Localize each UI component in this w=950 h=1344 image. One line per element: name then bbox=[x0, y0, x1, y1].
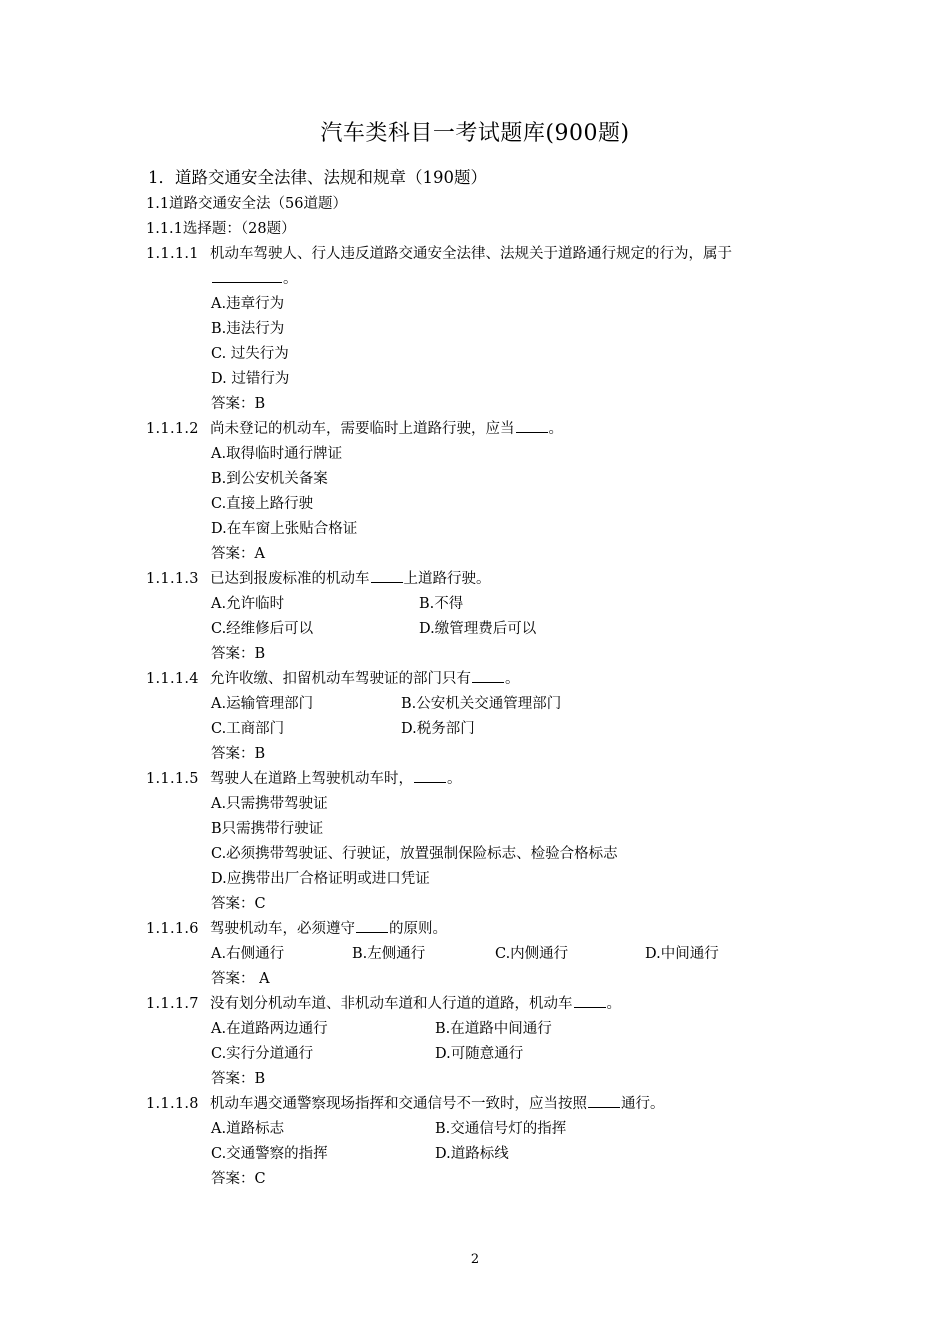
question-stem bbox=[146, 767, 826, 792]
answer-line: 答案： A bbox=[211, 971, 270, 987]
option: A.取得临时通行牌证 bbox=[211, 446, 343, 462]
answer-blank bbox=[356, 918, 388, 933]
option: C.直接上路行驶 bbox=[211, 496, 314, 512]
answer-blank bbox=[588, 1093, 620, 1108]
answer-blank bbox=[212, 268, 282, 283]
question-text-end: 通行。 bbox=[621, 1096, 665, 1112]
option: A.允许临时 bbox=[211, 596, 285, 612]
option: A.在道路两边通行 bbox=[211, 1021, 328, 1037]
answer-blank bbox=[414, 768, 446, 783]
option-row bbox=[211, 1117, 826, 1142]
option: D.在车窗上张贴合格证 bbox=[211, 521, 358, 537]
option: B.左侧通行 bbox=[352, 946, 426, 962]
question-number: 1.1.1.5 bbox=[146, 771, 199, 787]
option-row bbox=[211, 1142, 826, 1167]
answer-blank bbox=[371, 568, 403, 583]
question-text: 驾驶人在道路上驾驶机动车时， bbox=[210, 771, 413, 787]
question-text-end: 。 bbox=[505, 671, 520, 687]
question-text-end: 。 bbox=[548, 421, 563, 437]
option-row bbox=[211, 717, 826, 742]
option-row bbox=[211, 592, 826, 617]
option: D.中间通行 bbox=[645, 946, 719, 962]
question-text: 尚未登记的机动车，需要临时上道路行驶，应当 bbox=[210, 421, 515, 437]
question-number: 1.1.1.8 bbox=[146, 1096, 199, 1112]
option: D. 过错行为 bbox=[211, 371, 290, 387]
option: A.违章行为 bbox=[211, 296, 285, 312]
option: D.应携带出厂合格证明或进口凭证 bbox=[211, 871, 430, 887]
option: D.税务部门 bbox=[401, 721, 475, 737]
question-text-end: 的原则。 bbox=[389, 921, 447, 937]
question-text-end: 。 bbox=[283, 271, 298, 287]
question-text-end: 。 bbox=[447, 771, 462, 787]
answer-blank bbox=[574, 993, 606, 1008]
question-number: 1.1.1.1 bbox=[146, 246, 199, 262]
answer-blank bbox=[472, 668, 504, 683]
option: C.必须携带驾驶证、行驶证，放置强制保险标志、检验合格标志 bbox=[211, 846, 618, 862]
question-stem bbox=[146, 567, 826, 592]
option: A.道路标志 bbox=[211, 1121, 285, 1137]
option: B.公安机关交通管理部门 bbox=[401, 696, 562, 712]
question-text-end: 上道路行驶。 bbox=[403, 571, 491, 587]
option-group bbox=[211, 942, 826, 992]
answer-line: 答案：B bbox=[211, 646, 266, 662]
question-text-end: 。 bbox=[606, 996, 621, 1012]
option: A.只需携带驾驶证 bbox=[211, 796, 328, 812]
section-heading: 1.1道路交通安全法（56道题） bbox=[146, 196, 348, 212]
question bbox=[146, 917, 826, 992]
question bbox=[146, 242, 826, 417]
question bbox=[146, 417, 826, 567]
question-text: 已达到报废标准的机动车 bbox=[210, 571, 370, 587]
question-stem bbox=[146, 1092, 826, 1117]
question-stem bbox=[146, 417, 826, 442]
option-group bbox=[211, 792, 826, 917]
subsection-heading: 1.1.1选择题：（28题） bbox=[146, 221, 296, 237]
question-number: 1.1.1.4 bbox=[146, 671, 199, 687]
option: D.缴管理费后可以 bbox=[419, 621, 537, 637]
option-row bbox=[211, 1042, 826, 1067]
page-number: 2 bbox=[470, 1252, 480, 1267]
chapter-heading: 1．道路交通安全法律、法规和规章（190题） bbox=[148, 168, 487, 187]
question bbox=[146, 667, 826, 767]
option: B.不得 bbox=[419, 596, 464, 612]
question-stem bbox=[146, 667, 826, 692]
question-text: 允许收缴、扣留机动车驾驶证的部门只有 bbox=[210, 671, 471, 687]
question bbox=[146, 992, 826, 1092]
answer-line: 答案：C bbox=[211, 896, 266, 912]
option: B只需携带行驶证 bbox=[211, 821, 324, 837]
question-stem bbox=[146, 917, 826, 942]
option: B.在道路中间通行 bbox=[435, 1021, 552, 1037]
option: A.运输管理部门 bbox=[211, 696, 314, 712]
option-row bbox=[211, 942, 826, 967]
option: C.交通警察的指挥 bbox=[211, 1146, 328, 1162]
option-row bbox=[211, 1017, 826, 1042]
option-row bbox=[211, 692, 826, 717]
option: B.到公安机关备案 bbox=[211, 471, 328, 487]
option: D.可随意通行 bbox=[435, 1046, 524, 1062]
question-number: 1.1.1.3 bbox=[146, 571, 199, 587]
question-text: 驾驶机动车，必须遵守 bbox=[210, 921, 355, 937]
answer-line: 答案：C bbox=[211, 1171, 266, 1187]
option: B.交通信号灯的指挥 bbox=[435, 1121, 567, 1137]
option: B.违法行为 bbox=[211, 321, 285, 337]
option-group bbox=[211, 1017, 826, 1092]
option: C.工商部门 bbox=[211, 721, 285, 737]
question-number: 1.1.1.7 bbox=[146, 996, 199, 1012]
question-number: 1.1.1.6 bbox=[146, 921, 199, 937]
option-group bbox=[211, 292, 826, 417]
answer-line: 答案：B bbox=[211, 396, 266, 412]
answer-line: 答案：A bbox=[211, 546, 265, 562]
question-number: 1.1.1.2 bbox=[146, 421, 199, 437]
question-text: 机动车驾驶人、行人违反道路交通安全法律、法规关于道路通行规定的行为，属于 bbox=[210, 246, 732, 262]
option: C.实行分道通行 bbox=[211, 1046, 314, 1062]
option-group bbox=[211, 1117, 826, 1192]
question-text: 没有划分机动车道、非机动车道和人行道的道路，机动车 bbox=[210, 996, 573, 1012]
question-text: 机动车遇交通警察现场指挥和交通信号不一致时，应当按照 bbox=[210, 1096, 587, 1112]
option-group bbox=[211, 442, 826, 567]
option: C.经维修后可以 bbox=[211, 621, 314, 637]
document-title: 汽车类科目一考试题库(900题) bbox=[320, 121, 630, 146]
option: C.内侧通行 bbox=[495, 946, 569, 962]
option-group bbox=[211, 592, 826, 667]
question bbox=[146, 767, 826, 917]
answer-blank bbox=[516, 418, 548, 433]
option: C. 过失行为 bbox=[211, 346, 289, 362]
question-stem bbox=[146, 242, 826, 267]
question bbox=[146, 1092, 826, 1192]
option-group bbox=[211, 692, 826, 767]
option: D.道路标线 bbox=[435, 1146, 509, 1162]
question-stem bbox=[146, 992, 826, 1017]
answer-line: 答案：B bbox=[211, 1071, 266, 1087]
option: A.右侧通行 bbox=[211, 946, 285, 962]
question bbox=[146, 567, 826, 667]
answer-line: 答案：B bbox=[211, 746, 266, 762]
option-row bbox=[211, 617, 826, 642]
